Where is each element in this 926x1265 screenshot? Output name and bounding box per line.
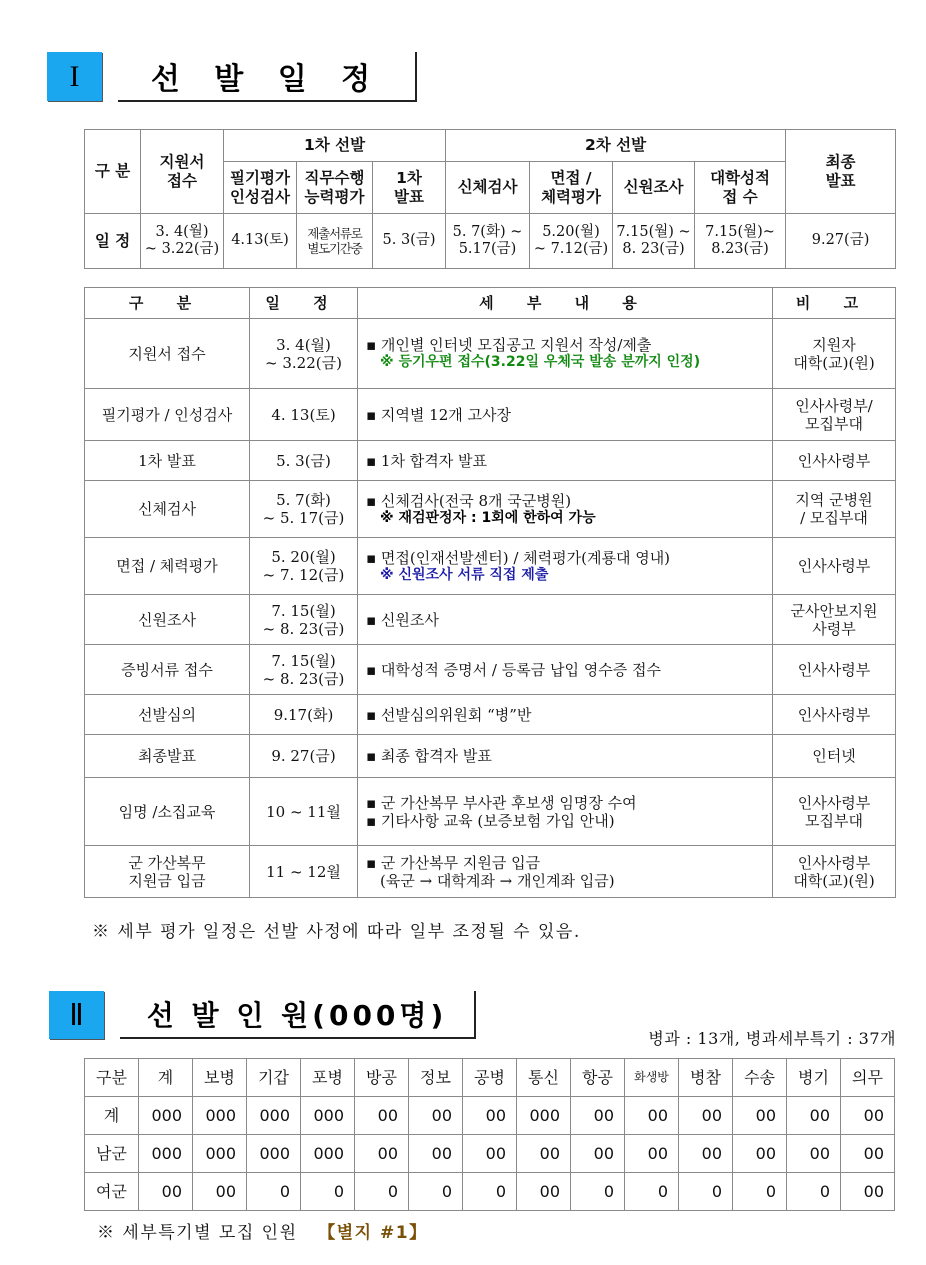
header-physical: 신체검사 (446, 162, 530, 214)
detail-header-date: 일 정 (250, 288, 358, 319)
header-round1-announce: 1차 발표 (373, 162, 446, 214)
personnel-value: 00 (733, 1097, 787, 1135)
personnel-value: 00 (571, 1097, 625, 1135)
personnel-value: 00 (733, 1135, 787, 1173)
personnel-header-cell: 화생방 (625, 1059, 679, 1097)
detail-date: 7. 15(월) ~ 8. 23(금) (250, 595, 358, 645)
detail-row (85, 846, 896, 898)
detail-category: 신원조사 (85, 595, 250, 645)
branch-count-summary: 병과 : 13개, 병과세부특기 : 37개 (648, 1029, 896, 1048)
personnel-value: 00 (463, 1097, 517, 1135)
personnel-header-cell: 보병 (193, 1059, 247, 1097)
personnel-header-cell: 병참 (679, 1059, 733, 1097)
personnel-header-cell: 계 (139, 1059, 193, 1097)
detail-note: 인사사령부 모집부대 (773, 778, 896, 846)
detail-note: 인사사령부 (773, 441, 896, 481)
detail-content: ▪ 지역별 12개 고사장 (358, 389, 773, 441)
detail-category: 면접 / 체력평가 (85, 538, 250, 595)
detail-note: 인사사령부 (773, 645, 896, 695)
personnel-value: 000 (193, 1097, 247, 1135)
detail-note: 군사안보지원 사령부 (773, 595, 896, 645)
detail-date: 5. 3(금) (250, 441, 358, 481)
personnel-value: 000 (139, 1135, 193, 1173)
cell-job: 제출서류로 별도기간중 (297, 214, 373, 269)
detail-row (85, 735, 896, 778)
detail-date: 11 ~ 12월 (250, 846, 358, 898)
detail-row (85, 695, 896, 735)
detail-content: ▪ 선발심의위원회 “병”반 (358, 695, 773, 735)
row-label-schedule: 일 정 (85, 214, 141, 269)
header-category: 구 분 (85, 130, 141, 214)
personnel-value: 0 (463, 1173, 517, 1211)
appendix-reference: 【별지 #1】 (318, 1223, 428, 1243)
personnel-header-cell: 공병 (463, 1059, 517, 1097)
header-round2: 2차 선발 (446, 130, 786, 162)
detail-category: 증빙서류 접수 (85, 645, 250, 695)
personnel-value: 00 (193, 1173, 247, 1211)
detail-note: 지역 군병원 / 모집부대 (773, 481, 896, 538)
personnel-header-row (85, 1059, 895, 1097)
personnel-header-cell: 통신 (517, 1059, 571, 1097)
detail-date: 10 ~ 11월 (250, 778, 358, 846)
detail-content: ▪ 면접(인재선발센터) / 체력평가(계룡대 영내) ※ 신원조사 서류 직접 제출 (358, 538, 773, 595)
detail-note: 지원자 대학(교)(원) (773, 319, 896, 389)
detail-date: 4. 13(토) (250, 389, 358, 441)
personnel-row-label: 계 (85, 1097, 139, 1135)
personnel-value: 000 (517, 1097, 571, 1135)
header-final: 최종 발표 (786, 130, 896, 214)
personnel-table-body (85, 1097, 895, 1211)
detail-header-category: 구 분 (85, 288, 250, 319)
personnel-value: 0 (409, 1173, 463, 1211)
section-1-number: I (47, 52, 102, 101)
detail-content: ▪ 최종 합격자 발표 (358, 735, 773, 778)
personnel-value: 00 (841, 1097, 895, 1135)
personnel-value: 0 (733, 1173, 787, 1211)
section-1-title: 선 발 일 정 (118, 52, 417, 102)
section-2-title: 선 발 인 원(000명) (120, 991, 476, 1039)
personnel-value: 0 (571, 1173, 625, 1211)
personnel-row (85, 1135, 895, 1173)
personnel-value: 00 (409, 1097, 463, 1135)
personnel-value: 00 (787, 1135, 841, 1173)
detail-note: 인사사령부 (773, 695, 896, 735)
personnel-header-cell: 정보 (409, 1059, 463, 1097)
personnel-value: 00 (517, 1135, 571, 1173)
detail-content: ▪ 군 가산복무 부사관 후보생 임명장 수여 ▪ 기타사항 교육 (보증보험 가입 안내) (358, 778, 773, 846)
personnel-value: 000 (301, 1135, 355, 1173)
detail-row (85, 319, 896, 389)
personnel-value: 00 (139, 1173, 193, 1211)
personnel-header-cell: 방공 (355, 1059, 409, 1097)
header-grades: 대학성적 접 수 (695, 162, 786, 214)
header-round1: 1차 선발 (224, 130, 446, 162)
personnel-value: 000 (139, 1097, 193, 1135)
detail-content: ▪ 개인별 인터넷 모집공고 지원서 작성/제출 ※ 등기우편 접수(3.22일 우체국 발송 분까지 인정) (358, 319, 773, 389)
personnel-row-label: 여군 (85, 1173, 139, 1211)
detail-category: 임명 /소집교육 (85, 778, 250, 846)
detail-note: 인사사령부 (773, 538, 896, 595)
personnel-value: 00 (355, 1135, 409, 1173)
personnel-value: 00 (841, 1173, 895, 1211)
detail-note: 인터넷 (773, 735, 896, 778)
personnel-value: 00 (787, 1097, 841, 1135)
detail-note: 인사사령부 대학(교)(원) (773, 846, 896, 898)
cell-grades: 7.15(월)~ 8.23(금) (695, 214, 786, 269)
personnel-value: 00 (679, 1097, 733, 1135)
cell-final: 9.27(금) (786, 214, 896, 269)
detail-date: 5. 7(화) ~ 5. 17(금) (250, 481, 358, 538)
personnel-header-cell: 기갑 (247, 1059, 301, 1097)
header-interview: 면접 / 체력평가 (530, 162, 613, 214)
cell-announce1: 5. 3(금) (373, 214, 446, 269)
personnel-header-cell: 항공 (571, 1059, 625, 1097)
detail-date: 9. 27(금) (250, 735, 358, 778)
detail-row (85, 441, 896, 481)
detail-category: 신체검사 (85, 481, 250, 538)
personnel-value: 00 (409, 1135, 463, 1173)
personnel-row-label: 남군 (85, 1135, 139, 1173)
detail-note: 인사사령부/ 모집부대 (773, 389, 896, 441)
detail-content: ▪ 군 가산복무 지원금 입금 (육군 → 대학계좌 → 개인계좌 입금) (358, 846, 773, 898)
header-background: 신원조사 (613, 162, 695, 214)
detail-content: ▪ 신체검사(전국 8개 국군병원) ※ 재검판정자 : 1회에 한하여 가능 (358, 481, 773, 538)
personnel-row (85, 1097, 895, 1135)
personnel-footnote: ※ 세부특기별 모집 인원 【별지 #1】 (97, 1223, 428, 1243)
personnel-value: 00 (517, 1173, 571, 1211)
detail-category: 필기평가 / 인성검사 (85, 389, 250, 441)
personnel-value: 0 (301, 1173, 355, 1211)
detail-category: 지원서 접수 (85, 319, 250, 389)
personnel-value: 0 (247, 1173, 301, 1211)
personnel-value: 000 (247, 1135, 301, 1173)
detail-content: ▪ 신원조사 (358, 595, 773, 645)
personnel-row (85, 1173, 895, 1211)
detail-row (85, 778, 896, 846)
personnel-value: 00 (625, 1097, 679, 1135)
personnel-value: 000 (193, 1135, 247, 1173)
detail-category: 1차 발표 (85, 441, 250, 481)
detail-header-details: 세 부 내 용 (358, 288, 773, 319)
schedule-summary-table (84, 129, 896, 269)
personnel-value: 00 (355, 1097, 409, 1135)
schedule-detail-table (84, 287, 896, 898)
detail-date: 9.17(화) (250, 695, 358, 735)
detail-row (85, 645, 896, 695)
schedule-footnote: ※ 세부 평가 일정은 선발 사정에 따라 일부 조정될 수 있음. (92, 922, 581, 942)
cell-physical: 5. 7(화) ~ 5.17(금) (446, 214, 530, 269)
detail-category: 최종발표 (85, 735, 250, 778)
personnel-header-cell: 포병 (301, 1059, 355, 1097)
detail-category: 선발심의 (85, 695, 250, 735)
detail-date: 5. 20(월) ~ 7. 12(금) (250, 538, 358, 595)
personnel-value: 000 (247, 1097, 301, 1135)
section-2-number: Ⅱ (49, 991, 104, 1039)
detail-row (85, 595, 896, 645)
personnel-value: 0 (625, 1173, 679, 1211)
personnel-value: 00 (679, 1135, 733, 1173)
personnel-value: 00 (625, 1135, 679, 1173)
detail-date: 3. 4(월) ~ 3.22(금) (250, 319, 358, 389)
detail-content: ▪ 1차 합격자 발표 (358, 441, 773, 481)
header-job-evaluation: 직무수행 능력평가 (297, 162, 373, 214)
header-application: 지원서 접수 (141, 130, 224, 214)
personnel-value: 0 (355, 1173, 409, 1211)
cell-application: 3. 4(월) ~ 3.22(금) (141, 214, 224, 269)
detail-content: ▪ 대학성적 증명서 / 등록금 납입 영수증 접수 (358, 645, 773, 695)
personnel-table (84, 1058, 895, 1211)
personnel-value: 0 (679, 1173, 733, 1211)
personnel-header-cell: 구분 (85, 1059, 139, 1097)
personnel-header-cell: 의무 (841, 1059, 895, 1097)
personnel-header-cell: 병기 (787, 1059, 841, 1097)
personnel-value: 00 (463, 1135, 517, 1173)
detail-date: 7. 15(월) ~ 8. 23(금) (250, 645, 358, 695)
detail-row (85, 389, 896, 441)
detail-table-body (85, 319, 896, 898)
detail-row (85, 538, 896, 595)
personnel-header-cell: 수송 (733, 1059, 787, 1097)
detail-category: 군 가산복무 지원금 입금 (85, 846, 250, 898)
personnel-value: 000 (301, 1097, 355, 1135)
cell-background: 7.15(월) ~ 8. 23(금) (613, 214, 695, 269)
cell-written: 4.13(토) (224, 214, 297, 269)
cell-interview: 5.20(월) ~ 7.12(금) (530, 214, 613, 269)
detail-row (85, 481, 896, 538)
personnel-value: 00 (841, 1135, 895, 1173)
detail-header-note: 비 고 (773, 288, 896, 319)
header-written-test: 필기평가 인성검사 (224, 162, 297, 214)
personnel-value: 00 (571, 1135, 625, 1173)
personnel-value: 0 (787, 1173, 841, 1211)
